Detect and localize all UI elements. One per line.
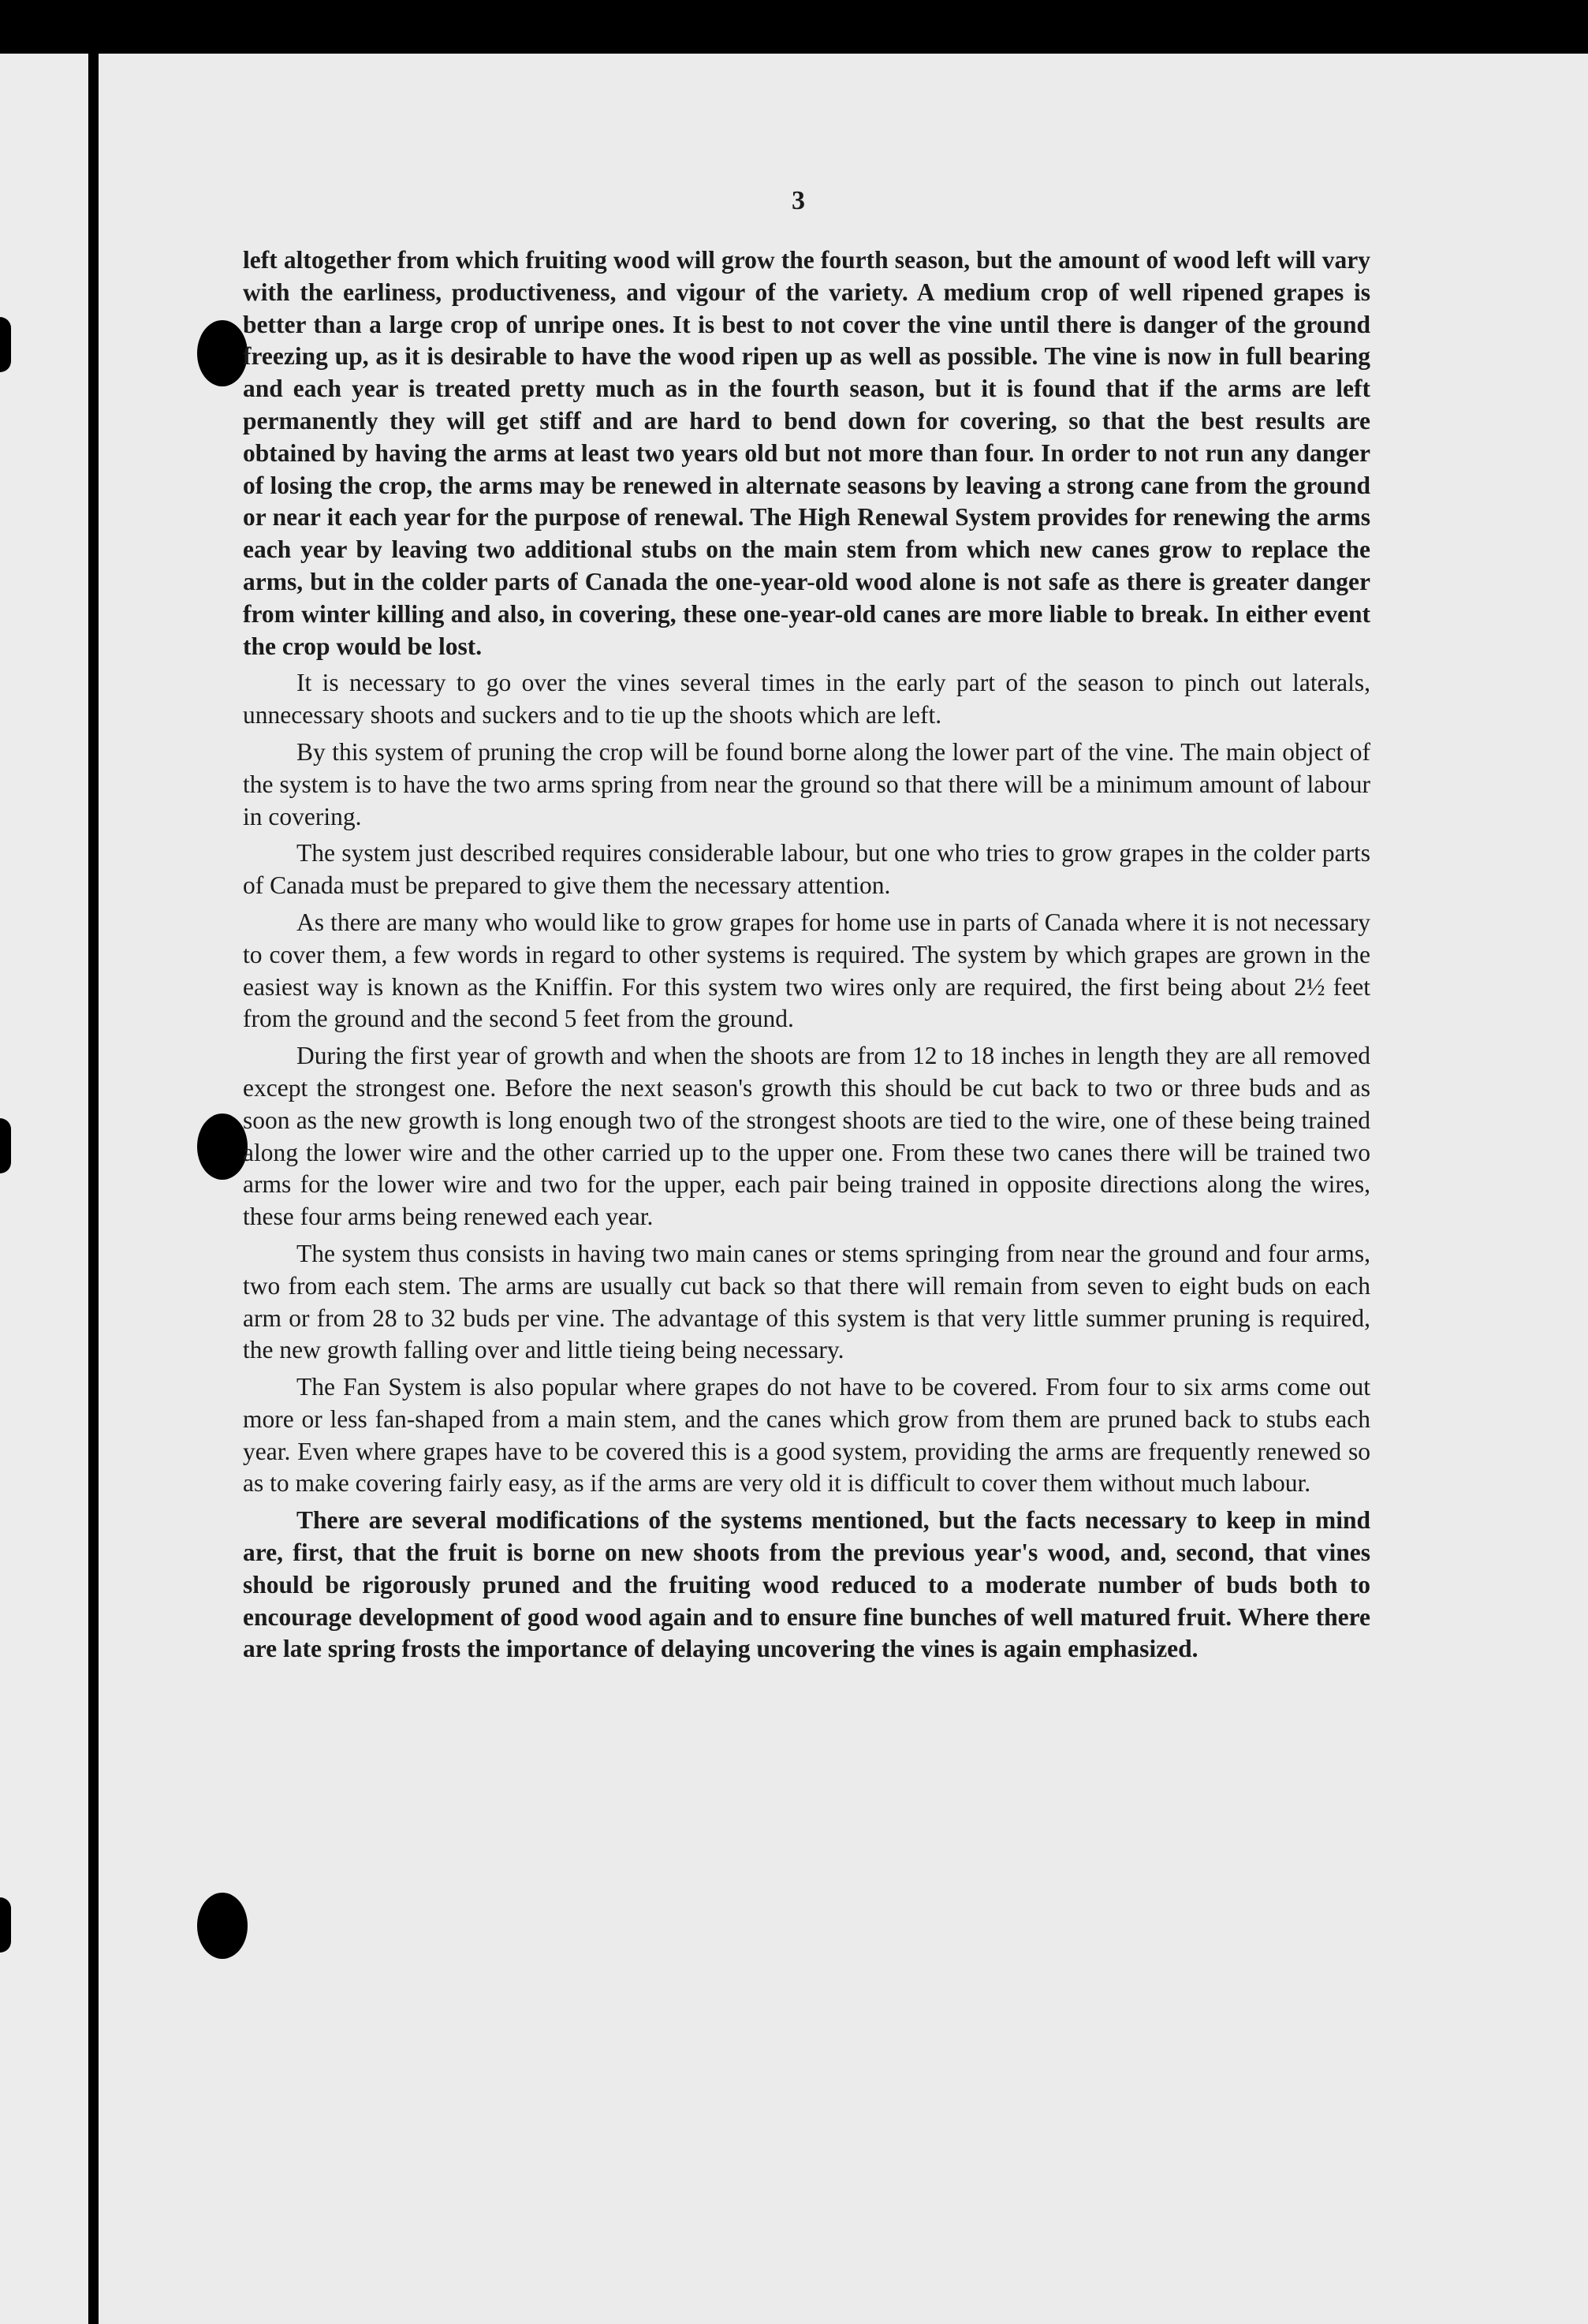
punch-hole <box>197 1893 248 1959</box>
page-number: 3 <box>792 186 805 215</box>
paragraph: As there are many who would like to grow grapes for home use in parts of Canada where it is not necessary to cover them, a few words in regard to other systems is required. The system by which grapes are grown in the easiest way is known as the Kniffin. For this system two wires only are required, the first being about 2½ feet from the ground and the second 5 feet from the ground. <box>243 908 1370 1033</box>
punch-hole <box>197 1114 248 1180</box>
paragraph: The system thus consists in having two main canes or stems springing from near the ground and four arms, two from each stem. The arms are usually cut back so that there will remain from seven to eight buds on each arm or from 28 to 32 buds per vine. The advantage of this system is that very little summer pruning is required, the new growth falling over and little tieing being necessary. <box>243 1239 1370 1364</box>
paragraph: It is necessary to go over the vines several times in the early part of the season to pinch out laterals, unnecessary shoots and suckers and to tie up the shoots which are left. <box>243 669 1370 729</box>
paragraph: The system just described requires considerable labour, but one who tries to grow grapes in the colder parts of Canada must be prepared to give them the necessary attention. <box>243 839 1370 900</box>
binding-mark <box>0 1118 11 1173</box>
paragraph: The Fan System is also popular where grapes do not have to be covered. From four to six arms come out more or less fan-shaped from a main stem, and the canes which grow from them are pruned back to stubs each year. Even where grapes have to be covered this is a good system, providing the arms are frequently renewed so as to make covering fairly easy, as if the arms are very old it is difficult to cover them without much labour. <box>243 1373 1370 1498</box>
binding-mark <box>0 1897 11 1953</box>
previous-page-edge <box>0 54 88 2324</box>
punch-hole <box>197 320 248 386</box>
body-text <box>243 244 1370 1670</box>
paragraph: left altogether from which fruiting wood will grow the fourth season, but the amount of wood left will vary with the earliness, productiveness, and vigour of the variety. A medium crop of well ripened grapes is better than a large crop of unripe ones. It is best to not cover the vine until there is danger of the ground freezing up, as it is desirable to have the wood ripen up as well as possible. The vine is now in full bearing and each year is treated pretty much as in the fourth season, but it is found that if the arms are left permanently they will get stiff and are hard to bend down for covering, so that the best results are obtained by having the arms at least two years old but not more than four. In order to not run any danger of losing the crop, the arms may be renewed in alternate seasons by leaving a strong cane from the ground or near it each year for the purpose of renewal. The High Renewal System provides for renewing the arms each year by leaving two additional stubs on the main stem from which new canes grow to replace the arms, but in the colder parts of Canada the one-year-old wood alone is not safe as there is greater danger from winter killing and also, in covering, these one-year-old canes are more liable to break. In either event the crop would be lost. <box>243 246 1370 660</box>
page-gap <box>88 0 95 63</box>
binding-mark <box>0 317 11 372</box>
paragraph: By this system of pruning the crop will be found borne along the lower part of the vine. The main object of the system is to have the two arms spring from near the ground so that there will be a minimum amount of labour in covering. <box>243 737 1370 830</box>
paragraph: During the first year of growth and when the shoots are from 12 to 18 inches in length they are all removed except the strongest one. Before the next season's growth this should be cut back to two or three buds and as soon as the new growth is long enough two of the strongest shoots are tied to the wire, one of these being trained along the lower wire and the other carried up to the upper one. From these two canes there will be trained two arms for the lower wire and two for the upper, each pair being trained in opposite directions along the wires, these four arms being renewed each year. <box>243 1042 1370 1231</box>
paragraph: There are several modifications of the systems mentioned, but the facts necessary to keep in mind are, first, that the fruit is borne on new shoots from the previous year's wood, and, second, that vines should be rigorously pruned and the fruiting wood reduced to a moderate number of buds both to encourage development of good wood again and to ensure fine bunches of well matured fruit. Where there are late spring frosts the importance of delaying uncovering the vines is again emphasized. <box>243 1506 1370 1663</box>
